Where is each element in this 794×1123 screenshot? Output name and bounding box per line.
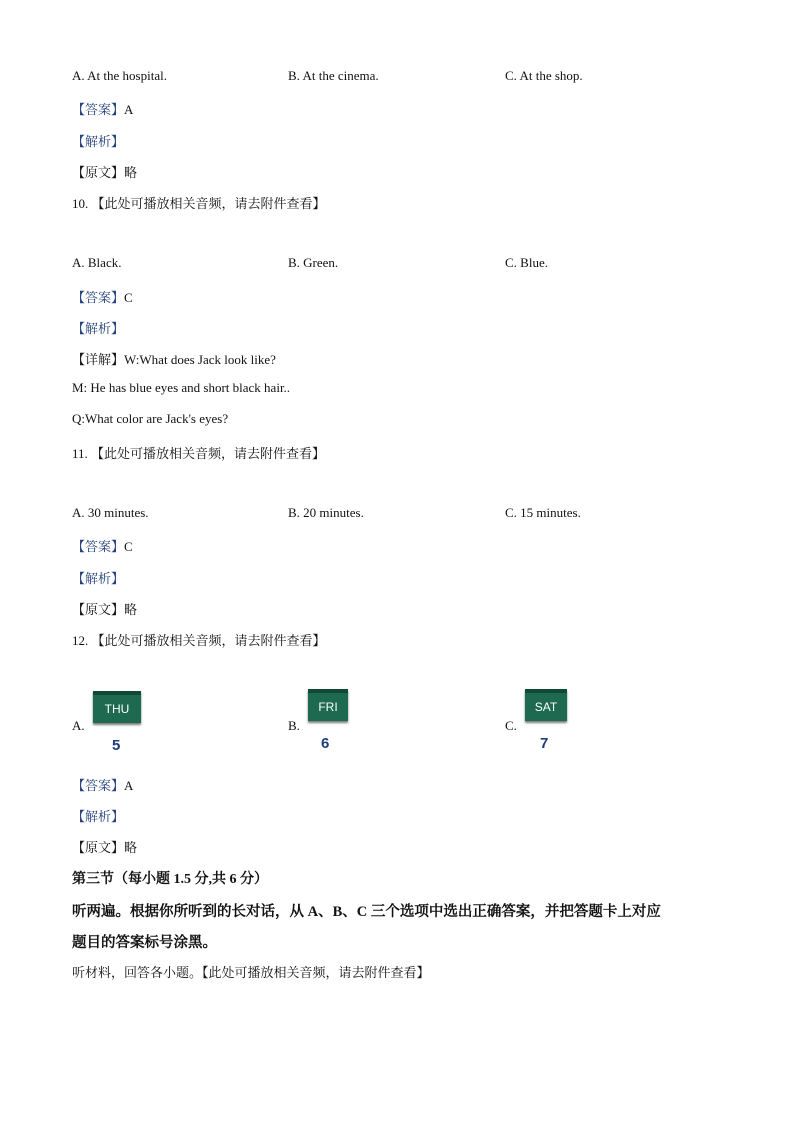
- question-number: 10.: [72, 196, 89, 211]
- audio-prompt: 【此处可播放相关音频，请去附件查看】: [91, 446, 326, 461]
- calendar-date-number: 7: [540, 735, 549, 752]
- audio-prompt: 【此处可播放相关音频，请去附件查看】: [91, 633, 326, 648]
- q11-analysis: [72, 568, 124, 587]
- original-value: 略: [124, 602, 138, 617]
- original-tag: 【原文】: [72, 165, 125, 180]
- q10-answer: [72, 287, 133, 306]
- section-3-instruction: 听两遍。根据你所听到的长对话，从 A、B、C 三个选项中选出正确答案，并把答题卡上对应: [72, 904, 661, 920]
- answer-tag: 【答案】: [72, 290, 125, 305]
- original-tag: 【原文】: [72, 602, 125, 617]
- audio-prompt: 【此处可播放相关音频，请去附件查看】: [91, 196, 326, 211]
- q11-option-c: C. 15 minutes.: [505, 505, 581, 520]
- section-3-title: 第三节（每小题 1.5 分,共 6 分）: [72, 872, 268, 887]
- answer-value: A: [124, 102, 134, 117]
- q9-analysis: [72, 131, 124, 150]
- q9-original: [72, 162, 137, 181]
- q12-heading: [72, 630, 326, 649]
- q10-option-c: C. Blue.: [505, 255, 548, 270]
- original-value: 略: [124, 165, 138, 180]
- q9-option-a: A. At the hospital.: [72, 68, 167, 83]
- q11-answer: [72, 536, 133, 555]
- q10-option-b: B. Green.: [288, 255, 339, 270]
- answer-value: C: [124, 539, 133, 554]
- q10-detail-line-2: M: He has blue eyes and short black hair..: [72, 380, 291, 395]
- analysis-tag: 【解析】: [72, 809, 125, 824]
- q12-option-b-letter: B.: [288, 718, 300, 733]
- calendar-day-label: FRI: [308, 689, 348, 721]
- calendar-date-number: 6: [321, 735, 330, 752]
- answer-value: C: [124, 290, 133, 305]
- analysis-tag: 【解析】: [72, 134, 125, 149]
- analysis-tag: 【解析】: [72, 321, 125, 336]
- answer-tag: 【答案】: [72, 778, 125, 793]
- calendar-date-number: 5: [112, 737, 121, 754]
- q9-answer: [72, 99, 133, 118]
- q12-answer: [72, 775, 133, 794]
- q10-heading: [72, 193, 326, 212]
- original-value: 略: [124, 840, 138, 855]
- section-3-instruction-cont: 题目的答案标号涂黑。: [72, 935, 217, 951]
- q12-option-c-letter: C.: [505, 718, 517, 733]
- q9-option-b: B. At the cinema.: [288, 68, 379, 83]
- q10-analysis: [72, 318, 124, 337]
- question-number: 11.: [72, 446, 88, 461]
- q10-option-a: A. Black.: [72, 255, 122, 270]
- calendar-day-label: SAT: [525, 689, 567, 721]
- q12-option-a-letter: A.: [72, 718, 85, 733]
- calendar-day-label: THU: [93, 691, 141, 723]
- q10-detail-line-3: Q:What color are Jack's eyes?: [72, 411, 229, 426]
- q10-detail: [72, 349, 276, 368]
- q9-option-c: C. At the shop.: [505, 68, 583, 83]
- q11-option-b: B. 20 minutes.: [288, 505, 364, 520]
- q11-option-a: A. 30 minutes.: [72, 505, 149, 520]
- detail-tag: 【详解】: [72, 352, 125, 367]
- section-3-material: 听材料，回答各小题。【此处可播放相关音频，请去附件查看】: [72, 965, 430, 980]
- q12-original: [72, 837, 137, 856]
- q12-analysis: [72, 806, 124, 825]
- answer-tag: 【答案】: [72, 539, 125, 554]
- question-number: 12.: [72, 633, 89, 648]
- q11-heading: [72, 443, 325, 462]
- original-tag: 【原文】: [72, 840, 125, 855]
- q11-original: [72, 599, 137, 618]
- analysis-tag: 【解析】: [72, 571, 125, 586]
- answer-tag: 【答案】: [72, 102, 125, 117]
- answer-value: A: [124, 778, 134, 793]
- detail-line: W:What does Jack look like?: [124, 352, 276, 367]
